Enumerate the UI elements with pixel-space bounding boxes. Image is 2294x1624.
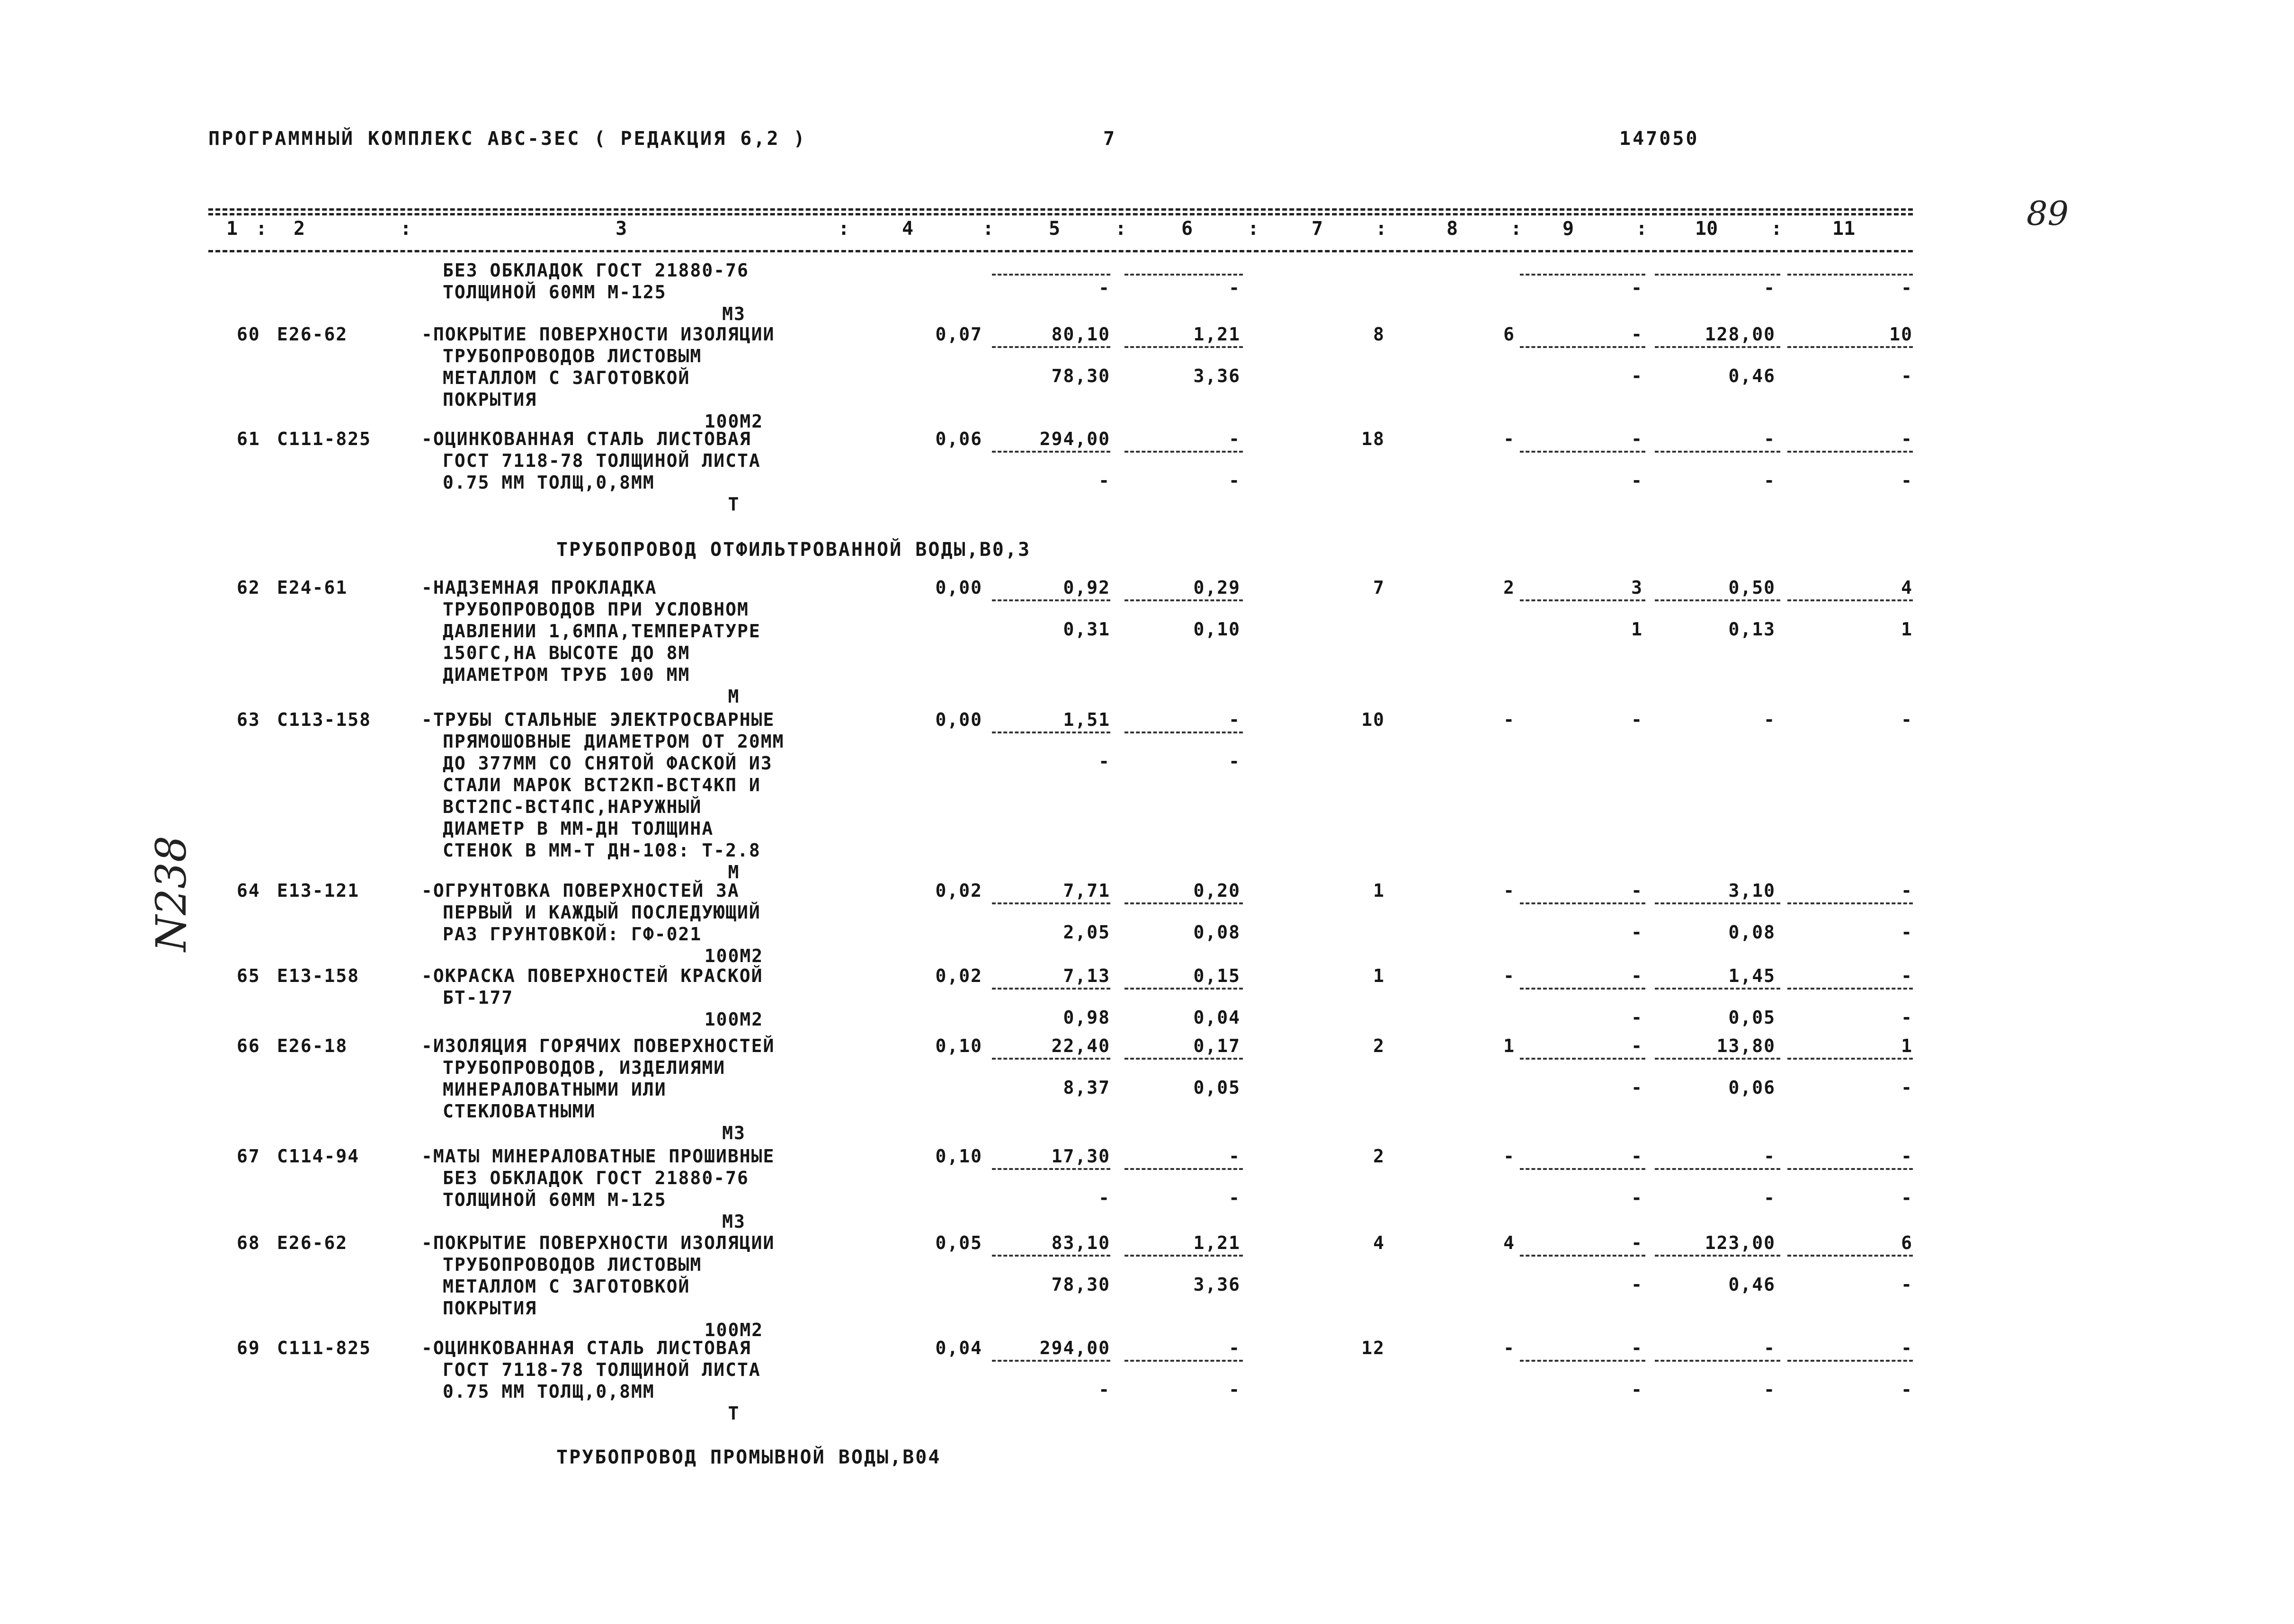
row-description-line: БЕЗ ОБКЛАДОК ГОСТ 21880-76: [443, 1168, 749, 1188]
row-description-line: -ОЦИНКОВАННАЯ СТАЛЬ ЛИСТОВАЯ: [421, 428, 751, 449]
cell-underline: [1520, 1255, 1645, 1257]
row-value-c9: -: [1631, 709, 1643, 730]
row-description-line: 0.75 ММ ТОЛЩ,0,8ММ: [443, 472, 655, 493]
row-subvalue-c9: -: [1631, 366, 1643, 386]
row-code: С113-158: [277, 709, 372, 730]
row-value-c7: 1: [1373, 880, 1385, 901]
row-value-c8: -: [1503, 1146, 1515, 1167]
cell-underline: [1520, 274, 1645, 276]
row-value-c9: -: [1631, 324, 1643, 345]
row-value-c9: -: [1631, 965, 1643, 986]
row-value-c11: 10: [1889, 324, 1913, 345]
column-header-3: 3: [616, 218, 627, 240]
row-value-c8: -: [1503, 880, 1515, 901]
row-description-line: ТРУБОПРОВОДОВ, ИЗДЕЛИЯМИ: [443, 1057, 726, 1078]
row-value-c8: -: [1503, 1338, 1515, 1358]
row-number: 62: [237, 577, 260, 598]
row-description-line: ГОСТ 7118-78 ТОЛЩИНОЙ ЛИСТА: [443, 450, 761, 471]
row-subvalue-c6: -: [1229, 470, 1241, 491]
row-value-c10: 1,45: [1728, 965, 1776, 986]
row-subvalue-c11: -: [1901, 366, 1913, 386]
cell-underline: [992, 1255, 1110, 1257]
column-separator: :: [1115, 218, 1127, 240]
cell-underline: [1655, 451, 1780, 453]
cell-underline: [1655, 274, 1780, 276]
section-title-filtered-water: ТРУБОПРОВОД ОТФИЛЬТРОВАННОЙ ВОДЫ,В0,3: [556, 539, 1031, 561]
row-description-line: ВСТ2ПС-ВСТ4ПС,НАРУЖНЫЙ: [443, 796, 702, 817]
row-subvalue-c6: 0,05: [1193, 1077, 1241, 1098]
row-description-line: 150ГС,НА ВЫСОТЕ ДО 8М: [443, 642, 690, 663]
row-subvalue-c6: 0,08: [1193, 922, 1241, 943]
row-description-line: ДАВЛЕНИИ 1,6МПА,ТЕМПЕРАТУРЕ: [443, 621, 761, 642]
row-code: С111-825: [277, 428, 372, 449]
cell-underline: [1125, 1058, 1243, 1060]
row-subvalue-c6: -: [1229, 1187, 1241, 1208]
cell-underline: [1787, 1168, 1913, 1170]
row-unit: М: [728, 686, 740, 707]
row-subvalue-c6: 3,36: [1193, 366, 1241, 386]
row-description-line: ДИАМЕТР В ММ-ДН ТОЛЩИНА: [443, 818, 714, 839]
row-value-c7: 4: [1373, 1232, 1385, 1253]
column-separator: :: [1375, 218, 1387, 240]
column-separator: :: [1248, 218, 1259, 240]
row-value-c7: 10: [1361, 709, 1385, 730]
row-code: Е24-61: [277, 577, 348, 598]
row-value-c10: -: [1764, 1146, 1776, 1167]
carry-over-unit: М3: [722, 303, 746, 324]
carry-over-description-line: ТОЛЩИНОЙ 60ММ М-125: [443, 282, 667, 303]
row-description-line: ДО 377ММ СО СНЯТОЙ ФАСКОЙ ИЗ: [443, 753, 773, 774]
row-subvalue-c10: -: [1764, 1187, 1776, 1208]
row-subvalue-c9: -: [1631, 922, 1643, 943]
row-description-line: ПЕРВЫЙ И КАЖДЫЙ ПОСЛЕДУЮЩИЙ: [443, 902, 761, 923]
row-quantity: 0,07: [935, 324, 982, 345]
row-value-c11: -: [1901, 1146, 1913, 1167]
row-value-c6: -: [1229, 709, 1241, 730]
row-value-c6: -: [1229, 1146, 1241, 1167]
row-value-c5: 17,30: [1051, 1146, 1110, 1167]
table-top-rule: [208, 208, 1913, 211]
row-description-line: ДИАМЕТРОМ ТРУБ 100 ММ: [443, 664, 690, 685]
row-subvalue-c5: 78,30: [1051, 1274, 1110, 1295]
row-value-c7: 12: [1361, 1338, 1385, 1358]
row-description-line: -ИЗОЛЯЦИЯ ГОРЯЧИХ ПОВЕРХНОСТЕЙ: [421, 1035, 775, 1056]
row-value-c11: -: [1901, 880, 1913, 901]
row-subvalue-c6: -: [1229, 1379, 1241, 1400]
row-quantity: 0,04: [935, 1338, 982, 1358]
row-value-c10: 128,00: [1705, 324, 1776, 345]
row-value-c5: 7,13: [1063, 965, 1110, 986]
row-code: Е26-18: [277, 1035, 348, 1056]
row-subvalue-c5: -: [1098, 751, 1110, 772]
cell-underline: [1655, 599, 1780, 601]
row-quantity: 0,02: [935, 880, 982, 901]
row-subvalue-c10: 0,46: [1728, 1274, 1776, 1295]
row-subvalue-c5: -: [1098, 1187, 1110, 1208]
column-header-5: 5: [1049, 218, 1061, 240]
sheet-number: 89: [2026, 194, 2069, 233]
row-value-c9: -: [1631, 1232, 1643, 1253]
row-subvalue-c11: -: [1901, 1077, 1913, 1098]
row-value-c9: -: [1631, 880, 1643, 901]
row-description-line: -НАДЗЕМНАЯ ПРОКЛАДКА: [421, 577, 657, 598]
row-value-c6: 0,15: [1193, 965, 1241, 986]
row-value-c5: 1,51: [1063, 709, 1110, 730]
row-subvalue-c11: -: [1901, 1187, 1913, 1208]
row-value-c5: 294,00: [1039, 1338, 1110, 1358]
column-separator: :: [982, 218, 994, 240]
cell-underline: [1655, 1255, 1780, 1257]
row-subvalue-c5: 0,31: [1063, 619, 1110, 640]
row-subvalue-c10: 0,46: [1728, 366, 1776, 386]
row-description-line: ТОЛЩИНОЙ 60ММ М-125: [443, 1189, 667, 1210]
cell-underline: [1520, 346, 1645, 348]
column-header-6: 6: [1181, 218, 1193, 240]
row-value-c10: 0,50: [1728, 577, 1776, 598]
row-unit: 100М2: [704, 1320, 764, 1340]
cell-underline: [1125, 346, 1243, 348]
row-subvalue-c10: -: [1764, 470, 1776, 491]
row-value-c11: -: [1901, 709, 1913, 730]
cell-underline: [992, 451, 1110, 453]
row-description-line: МИНЕРАЛОВАТНЫМИ ИЛИ: [443, 1079, 667, 1100]
cell-underline: [1787, 1255, 1913, 1257]
row-subvalue-c6: 3,36: [1193, 1274, 1241, 1295]
row-unit: 100М2: [704, 1009, 764, 1030]
row-description-line: -МАТЫ МИНЕРАЛОВАТНЫЕ ПРОШИВНЫЕ: [421, 1146, 775, 1167]
row-description-line: СТЕКЛОВАТНЫМИ: [443, 1101, 596, 1122]
row-subvalue-c5: 8,37: [1063, 1077, 1110, 1098]
row-subvalue-c9: -: [1631, 1077, 1643, 1098]
row-code: Е26-62: [277, 324, 348, 345]
row-value-c5: 7,71: [1063, 880, 1110, 901]
row-description-line: ТРУБОПРОВОДОВ ЛИСТОВЫМ: [443, 1254, 702, 1275]
cell-underline: [1655, 346, 1780, 348]
row-number: 67: [237, 1146, 260, 1167]
row-quantity: 0,10: [935, 1035, 982, 1056]
cell-underline: [1787, 902, 1913, 904]
row-subvalue-c9: -: [1631, 470, 1643, 491]
cell-underline: [1125, 732, 1243, 733]
cell-underline: [1520, 451, 1645, 453]
cell-underline: [992, 988, 1110, 990]
column-header-7: 7: [1312, 218, 1323, 240]
row-value-c7: 2: [1373, 1146, 1385, 1167]
row-subvalue-c5: -: [1098, 1379, 1110, 1400]
column-header-9: 9: [1562, 218, 1574, 240]
row-quantity: 0,06: [935, 428, 982, 449]
carry-over-value-c9: -: [1631, 277, 1643, 298]
column-separator: :: [838, 218, 850, 240]
row-subvalue-c10: 0,08: [1728, 922, 1776, 943]
row-unit: Т: [728, 494, 740, 515]
row-value-c11: 1: [1901, 1035, 1913, 1056]
handwritten-margin-note: N238: [147, 836, 196, 952]
row-description-line: ПОКРЫТИЯ: [443, 1298, 537, 1319]
row-code: С111-825: [277, 1338, 372, 1358]
row-subvalue-c11: -: [1901, 922, 1913, 943]
row-value-c6: 1,21: [1193, 1232, 1241, 1253]
row-value-c7: 18: [1361, 428, 1385, 449]
row-value-c8: -: [1503, 428, 1515, 449]
row-value-c10: -: [1764, 428, 1776, 449]
row-subvalue-c11: -: [1901, 1007, 1913, 1028]
document-code: 147050: [1619, 128, 1699, 150]
row-subvalue-c10: 0,13: [1728, 619, 1776, 640]
cell-underline: [1787, 346, 1913, 348]
cell-underline: [1520, 902, 1645, 904]
row-value-c8: 4: [1503, 1232, 1515, 1253]
row-subvalue-c11: -: [1901, 1274, 1913, 1295]
column-separator: :: [400, 218, 412, 240]
cell-underline: [1125, 1360, 1243, 1362]
row-value-c8: -: [1503, 709, 1515, 730]
row-value-c10: 123,00: [1705, 1232, 1776, 1253]
column-separator: :: [1636, 218, 1648, 240]
cell-underline: [1655, 988, 1780, 990]
column-separator: :: [256, 218, 268, 240]
cell-underline: [992, 902, 1110, 904]
table-header-rule: [208, 250, 1913, 252]
column-header-4: 4: [902, 218, 914, 240]
carry-over-value-c6: -: [1229, 277, 1241, 298]
cell-underline: [1787, 451, 1913, 453]
row-description-line: ТРУБОПРОВОДОВ ПРИ УСЛОВНОМ: [443, 599, 749, 620]
cell-underline: [1520, 1168, 1645, 1170]
row-quantity: 0,05: [935, 1232, 982, 1253]
cell-underline: [1655, 1168, 1780, 1170]
row-description-line: -ОГРУНТОВКА ПОВЕРХНОСТЕЙ ЗА: [421, 880, 740, 901]
row-value-c10: 13,80: [1716, 1035, 1776, 1056]
row-description-line: СТЕНОК В ММ-Т ДН-108: Т-2.8: [443, 840, 761, 861]
row-subvalue-c9: -: [1631, 1007, 1643, 1028]
cell-underline: [1655, 902, 1780, 904]
row-code: Е26-62: [277, 1232, 348, 1253]
row-value-c8: -: [1503, 965, 1515, 986]
cell-underline: [1787, 274, 1913, 276]
cell-underline: [1520, 599, 1645, 601]
column-separator: :: [1771, 218, 1783, 240]
section-title-wash-water: ТРУБОПРОВОД ПРОМЫВНОЙ ВОДЫ,В04: [556, 1446, 941, 1468]
row-value-c9: -: [1631, 1035, 1643, 1056]
row-unit: М3: [722, 1211, 746, 1232]
page-number: 7: [1103, 128, 1117, 150]
row-subvalue-c9: -: [1631, 1187, 1643, 1208]
row-description-line: -ПОКРЫТИЕ ПОВЕРХНОСТИ ИЗОЛЯЦИИ: [421, 324, 775, 345]
row-description-line: -ОЦИНКОВАННАЯ СТАЛЬ ЛИСТОВАЯ: [421, 1338, 751, 1358]
row-description-line: РАЗ ГРУНТОВКОЙ: ГФ-021: [443, 924, 702, 945]
cell-underline: [992, 732, 1110, 733]
cell-underline: [1787, 988, 1913, 990]
row-quantity: 0,10: [935, 1146, 982, 1167]
program-header: ПРОГРАММНЫЙ КОМПЛЕКС АВС-3ЕС ( РЕДАКЦИЯ 6,2 ): [208, 128, 807, 150]
row-subvalue-c9: -: [1631, 1379, 1643, 1400]
row-value-c8: 6: [1503, 324, 1515, 345]
row-number: 69: [237, 1338, 260, 1358]
column-header-1: 1: [226, 218, 238, 240]
row-quantity: 0,02: [935, 965, 982, 986]
row-value-c5: 294,00: [1039, 428, 1110, 449]
row-value-c6: 1,21: [1193, 324, 1241, 345]
cell-underline: [992, 274, 1110, 276]
table-top-rule-2: [208, 213, 1913, 215]
row-unit: Т: [728, 1403, 740, 1424]
row-subvalue-c5: 0,98: [1063, 1007, 1110, 1028]
carry-over-value-c10: -: [1764, 277, 1776, 298]
row-code: Е13-158: [277, 965, 360, 986]
row-description-line: ПРЯМОШОВНЫЕ ДИАМЕТРОМ ОТ 20ММ: [443, 731, 785, 752]
row-value-c6: 0,20: [1193, 880, 1241, 901]
row-description-line: -ОКРАСКА ПОВЕРХНОСТЕЙ КРАСКОЙ: [421, 965, 763, 986]
row-number: 60: [237, 324, 260, 345]
row-value-c5: 22,40: [1051, 1035, 1110, 1056]
cell-underline: [1125, 451, 1243, 453]
carry-over-value-c11: -: [1901, 277, 1913, 298]
row-number: 61: [237, 428, 260, 449]
column-header-10: 10: [1695, 218, 1718, 240]
row-description-line: -ТРУБЫ СТАЛЬНЫЕ ЭЛЕКТРОСВАРНЫЕ: [421, 709, 775, 730]
row-value-c7: 7: [1373, 577, 1385, 598]
row-description-line: ПОКРЫТИЯ: [443, 389, 537, 410]
row-value-c6: 0,17: [1193, 1035, 1241, 1056]
cell-underline: [1125, 1255, 1243, 1257]
column-header-2: 2: [294, 218, 305, 240]
row-value-c10: -: [1764, 709, 1776, 730]
row-value-c7: 2: [1373, 1035, 1385, 1056]
row-value-c9: -: [1631, 428, 1643, 449]
row-description-line: БТ-177: [443, 987, 514, 1008]
row-subvalue-c10: 0,06: [1728, 1077, 1776, 1098]
row-value-c11: -: [1901, 428, 1913, 449]
row-code: С114-94: [277, 1146, 360, 1167]
cell-underline: [1655, 1058, 1780, 1060]
row-description-line: МЕТАЛЛОМ С ЗАГОТОВКОЙ: [443, 1276, 690, 1297]
row-subvalue-c5: 78,30: [1051, 366, 1110, 386]
row-unit: М: [728, 862, 740, 883]
row-value-c8: 1: [1503, 1035, 1515, 1056]
cell-underline: [1520, 1058, 1645, 1060]
cell-underline: [1125, 1168, 1243, 1170]
row-quantity: 0,00: [935, 577, 982, 598]
row-subvalue-c9: -: [1631, 1274, 1643, 1295]
row-subvalue-c9: 1: [1631, 619, 1643, 640]
row-description-line: ГОСТ 7118-78 ТОЛЩИНОЙ ЛИСТА: [443, 1359, 761, 1380]
row-subvalue-c6: 0,10: [1193, 619, 1241, 640]
carry-over-description-line: БЕЗ ОБКЛАДОК ГОСТ 21880-76: [443, 260, 749, 281]
row-value-c11: -: [1901, 965, 1913, 986]
row-value-c9: 3: [1631, 577, 1643, 598]
row-description-line: ТРУБОПРОВОДОВ ЛИСТОВЫМ: [443, 346, 702, 366]
row-subvalue-c5: 2,05: [1063, 922, 1110, 943]
row-description-line: МЕТАЛЛОМ С ЗАГОТОВКОЙ: [443, 367, 690, 388]
row-subvalue-c10: 0,05: [1728, 1007, 1776, 1028]
row-unit: 100М2: [704, 411, 764, 432]
row-description-line: -ПОКРЫТИЕ ПОВЕРХНОСТИ ИЗОЛЯЦИИ: [421, 1232, 775, 1253]
cell-underline: [1125, 274, 1243, 276]
cell-underline: [992, 1360, 1110, 1362]
row-value-c8: 2: [1503, 577, 1515, 598]
cell-underline: [1125, 599, 1243, 601]
cell-underline: [1787, 1360, 1913, 1362]
row-subvalue-c6: 0,04: [1193, 1007, 1241, 1028]
row-number: 66: [237, 1035, 260, 1056]
row-subvalue-c11: 1: [1901, 619, 1913, 640]
row-value-c10: 3,10: [1728, 880, 1776, 901]
row-number: 63: [237, 709, 260, 730]
row-value-c9: -: [1631, 1146, 1643, 1167]
row-value-c10: -: [1764, 1338, 1776, 1358]
row-quantity: 0,00: [935, 709, 982, 730]
cell-underline: [1125, 988, 1243, 990]
row-value-c11: 4: [1901, 577, 1913, 598]
cell-underline: [1655, 1360, 1780, 1362]
cell-underline: [1125, 902, 1243, 904]
cell-underline: [992, 346, 1110, 348]
row-number: 64: [237, 880, 260, 901]
row-number: 65: [237, 965, 260, 986]
cell-underline: [1520, 1360, 1645, 1362]
column-header-11: 11: [1832, 218, 1856, 240]
row-value-c5: 0,92: [1063, 577, 1110, 598]
row-value-c5: 80,10: [1051, 324, 1110, 345]
row-value-c11: 6: [1901, 1232, 1913, 1253]
row-description-line: 0.75 ММ ТОЛЩ,0,8ММ: [443, 1381, 655, 1402]
column-header-8: 8: [1446, 218, 1458, 240]
row-value-c7: 8: [1373, 324, 1385, 345]
carry-over-value-c5: -: [1098, 277, 1110, 298]
row-value-c11: -: [1901, 1338, 1913, 1358]
row-unit: 100М2: [704, 946, 764, 966]
cell-underline: [1787, 1058, 1913, 1060]
row-code: Е13-121: [277, 880, 360, 901]
row-number: 68: [237, 1232, 260, 1253]
row-subvalue-c6: -: [1229, 751, 1241, 772]
row-value-c7: 1: [1373, 965, 1385, 986]
row-value-c9: -: [1631, 1338, 1643, 1358]
cell-underline: [992, 599, 1110, 601]
cell-underline: [1787, 599, 1913, 601]
row-subvalue-c5: -: [1098, 470, 1110, 491]
row-value-c6: 0,29: [1193, 577, 1241, 598]
column-separator: :: [1510, 218, 1522, 240]
row-value-c5: 83,10: [1051, 1232, 1110, 1253]
row-unit: М3: [722, 1123, 746, 1143]
row-value-c6: -: [1229, 1338, 1241, 1358]
cell-underline: [1520, 988, 1645, 990]
row-subvalue-c10: -: [1764, 1379, 1776, 1400]
row-description-line: СТАЛИ МАРОК ВСТ2КП-ВСТ4КП И: [443, 775, 761, 795]
row-subvalue-c11: -: [1901, 1379, 1913, 1400]
row-subvalue-c11: -: [1901, 470, 1913, 491]
row-value-c6: -: [1229, 428, 1241, 449]
cell-underline: [992, 1058, 1110, 1060]
cell-underline: [992, 1168, 1110, 1170]
